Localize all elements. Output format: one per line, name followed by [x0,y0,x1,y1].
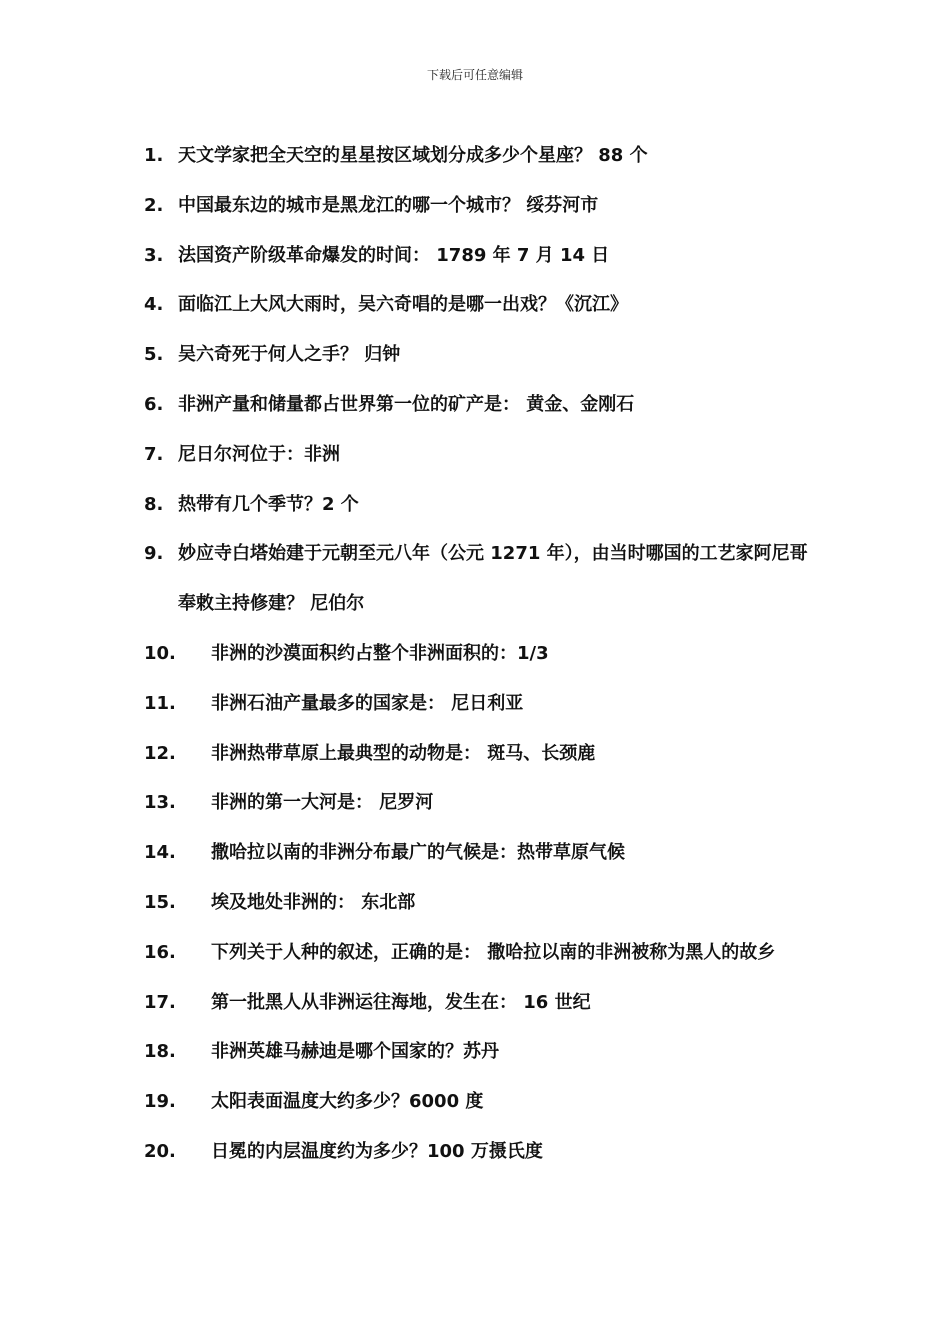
item-text: 热带有几个季节？2 个 [178,493,359,515]
item-text: 第一批黑人从非洲运往海地，发生在： 16 世纪 [211,991,591,1013]
item-number: 4. [144,294,164,316]
question-list [0,131,950,1177]
list-item [0,1077,950,1127]
item-text: 中国最东边的城市是黑龙江的哪一个城市？ 绥芬河市 [178,194,599,216]
item-text: 下列关于人种的叙述，正确的是： 撒哈拉以南的非洲被称为黑人的故乡 [211,941,776,963]
list-item [0,629,950,679]
item-text: 非洲热带草原上最典型的动物是： 斑马、长颈鹿 [211,742,596,764]
list-item [0,679,950,729]
item-text: 法国资产阶级革命爆发的时间： 1789 年 7 月 14 日 [178,244,610,266]
item-number: 16. [144,941,176,963]
item-number: 13. [144,792,176,814]
item-number: 17. [144,991,176,1013]
list-item [0,729,950,779]
item-number: 10. [144,642,176,664]
item-number: 7. [144,443,164,465]
list-item [0,380,950,430]
item-number: 1. [144,145,164,166]
list-item [0,131,950,181]
list-item [0,480,950,530]
list-item [0,280,950,330]
item-number: 8. [144,493,164,515]
item-text: 尼日尔河位于：非洲 [178,443,340,465]
list-item [0,231,950,281]
list-item [0,1027,950,1077]
item-number: 5. [144,344,164,366]
item-number: 18. [144,1041,176,1063]
item-number: 3. [144,244,164,266]
list-item [0,430,950,480]
item-number: 9. [144,543,164,565]
list-item [0,828,950,878]
item-text: 埃及地处非洲的： 东北部 [211,891,416,913]
item-number: 14. [144,842,176,864]
page-header: 下载后可任意编辑 [426,68,523,82]
item-number: 11. [144,692,176,714]
list-item [0,928,950,978]
item-text: 非洲的沙漠面积约占整个非洲面积的：1/3 [211,642,549,664]
list-item [0,330,950,380]
item-number: 20. [144,1140,176,1162]
item-text: 非洲石油产量最多的国家是： 尼日利亚 [211,692,524,714]
item-number: 19. [144,1091,176,1113]
item-text: 撒哈拉以南的非洲分布最广的气候是：热带草原气候 [211,842,625,864]
list-item [0,529,950,629]
item-text: 天文学家把全天空的星星按区域划分成多少个星座？ 88 个 [178,145,648,166]
list-item [0,181,950,231]
item-number: 12. [144,742,176,764]
item-text: 非洲的第一大河是： 尼罗河 [211,792,434,814]
item-text: 面临江上大风大雨时，吴六奇唱的是哪一出戏？《沉江》 [178,294,628,316]
list-item [0,778,950,828]
list-item [0,978,950,1028]
item-text: 日冕的内层温度约为多少？100 万摄氏度 [211,1140,543,1162]
list-item [0,1127,950,1177]
item-number: 6. [144,393,164,415]
item-text: 妙应寺白塔始建于元朝至元八年（公元 1271 年），由当时哪国的工艺家阿尼哥奉敕主持修建？ 尼伯尔 [178,543,808,615]
item-text: 太阳表面温度大约多少？6000 度 [211,1091,484,1113]
item-text: 吴六奇死于何人之手？ 归钟 [178,344,401,366]
item-number: 15. [144,891,176,913]
list-item [0,878,950,928]
item-text: 非洲产量和储量都占世界第一位的矿产是： 黄金、金刚石 [178,393,635,415]
item-number: 2. [144,194,164,216]
item-text: 非洲英雄马赫迪是哪个国家的？苏丹 [211,1041,499,1063]
